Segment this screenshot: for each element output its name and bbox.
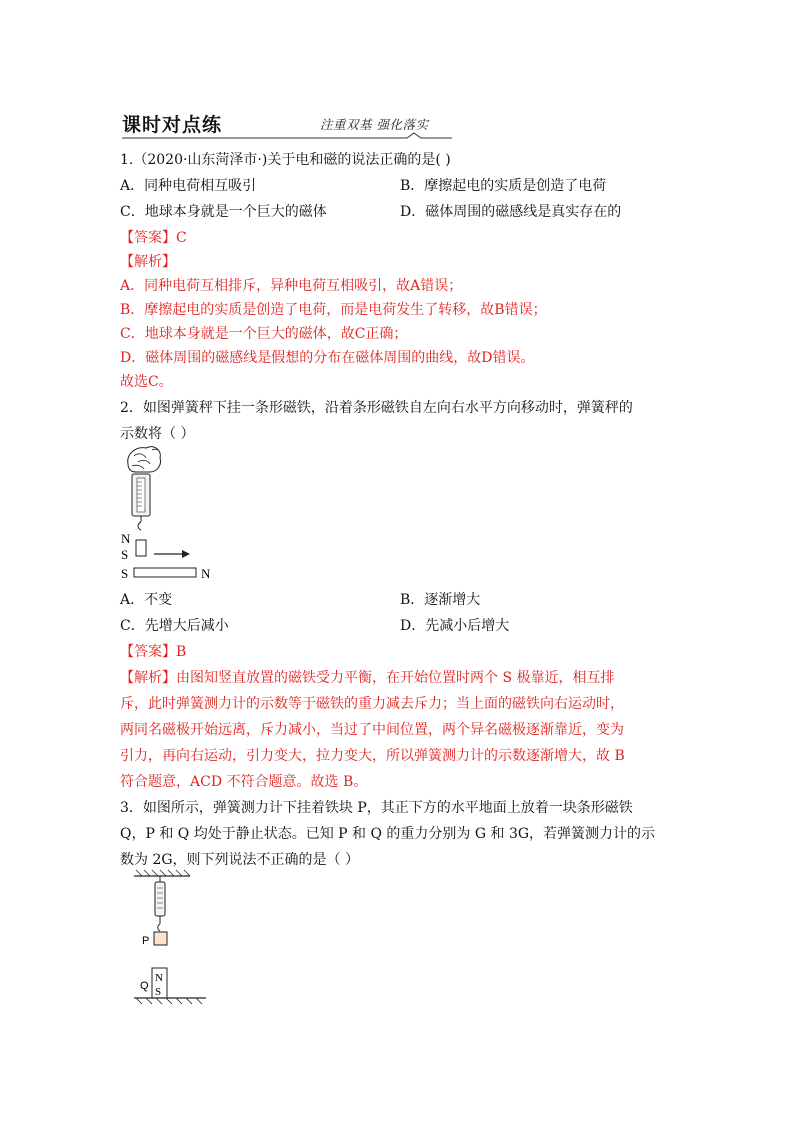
q1-option-b: B．摩擦起电的实质是创造了电荷: [400, 178, 607, 194]
label-n-top: N: [121, 531, 131, 546]
q2-analysis-line: 由图知竖直放置的磁铁受力平衡，在开始位置时两个 S 极靠近，相互排: [176, 670, 615, 686]
q1-analysis-line: C．地球本身就是一个巨大的磁体，故C正确；: [120, 326, 408, 342]
spring-scale: [132, 474, 150, 530]
iron-block-p: [154, 932, 167, 945]
q2-stem-line: 示数将（ ）: [120, 426, 195, 442]
q2-figure: [118, 442, 228, 587]
q2-analysis-line: 符合题意，ACD 不符合题意。故选 B。: [120, 774, 368, 790]
q2-option-d: D．先减小后增大: [400, 618, 510, 634]
hand-illustration: [128, 447, 161, 472]
q2-option-a: A．不变: [120, 592, 173, 608]
label-s-mid: S: [121, 547, 129, 562]
q2-analysis-line: 两同名磁极开始远离，斥力减小，当过了中间位置，两个异名磁极逐渐靠近，变为: [120, 722, 624, 738]
motion-arrow: [154, 550, 190, 558]
section-header: [122, 106, 682, 140]
q1-analysis-line: A．同种电荷互相排斥，异种电荷互相吸引，故A错误；: [120, 278, 463, 294]
label-s: S: [155, 986, 162, 998]
q1-analysis-line: D．磁体周围的磁感线是假想的分布在磁体周围的曲线，故D错误。: [120, 350, 535, 366]
q2-stem-line: 2．如图弹簧秤下挂一条形磁铁，沿着条形磁铁自左向右水平方向移动时，弹簧秤的: [120, 400, 633, 416]
q3-stem-line: Q，P 和 Q 均处于静止状态。已知 P 和 Q 的重力分别为 G 和 3G，若弹簧测力计的示: [120, 826, 656, 842]
label-p: P: [142, 935, 150, 947]
q3-stem-line: 数为 2G，则下列说法不正确的是（ ）: [120, 852, 359, 868]
q2-option-b: B．逐渐增大: [400, 592, 481, 608]
q2-option-c: C．先增大后减小: [120, 618, 229, 634]
q1-stem: 1.（2020·山东菏泽市·)关于电和磁的说法正确的是( ): [120, 152, 451, 168]
bar-magnet: [134, 568, 196, 577]
hanging-magnet: [136, 540, 146, 556]
label-n: N: [155, 972, 163, 984]
q1-analysis-tag: 【解析】: [120, 254, 176, 270]
q1-analysis-line: B．摩擦起电的实质是创造了电荷，而是电荷发生了转移，故B错误；: [120, 302, 547, 318]
section-slogan: 注重双基 强化落实: [320, 117, 429, 132]
q2-answer: 【答案】B: [120, 644, 187, 660]
q1-option-d: D．磁体周围的磁感线是真实存在的: [400, 204, 622, 220]
q2-analysis-line: 斥，此时弹簧测力计的示数等于磁铁的重力减去斥力；当上面的磁铁向右运动时，: [120, 696, 624, 712]
header-divider: [122, 132, 452, 144]
q2-analysis-line: 引力，再向右运动，引力变大，拉力变大，所以弹簧测力计的示数逐渐增大，故 B: [120, 748, 625, 764]
q1-analysis-line: 故选C。: [120, 374, 173, 390]
q3-stem-line: 3．如图所示，弹簧测力计下挂着铁块 P，其正下方的水平地面上放着一块条形磁铁: [120, 800, 633, 816]
label-n-bottom: N: [201, 566, 211, 581]
q3-figure: [132, 868, 212, 1018]
q2-analysis-tag: 【解析】: [120, 670, 176, 686]
spring-scale: [155, 876, 165, 931]
ground: [134, 998, 206, 1004]
section-title: 课时对点练: [122, 114, 223, 136]
q1-answer: 【答案】C: [120, 230, 187, 246]
ceiling: [134, 870, 190, 876]
label-q: Q: [140, 980, 149, 992]
q1-option-c: C．地球本身就是一个巨大的磁体: [120, 204, 327, 220]
label-s-bottom: S: [121, 566, 129, 581]
q1-option-a: A．同种电荷相互吸引: [120, 178, 257, 194]
q2-analysis-first: [120, 668, 615, 688]
